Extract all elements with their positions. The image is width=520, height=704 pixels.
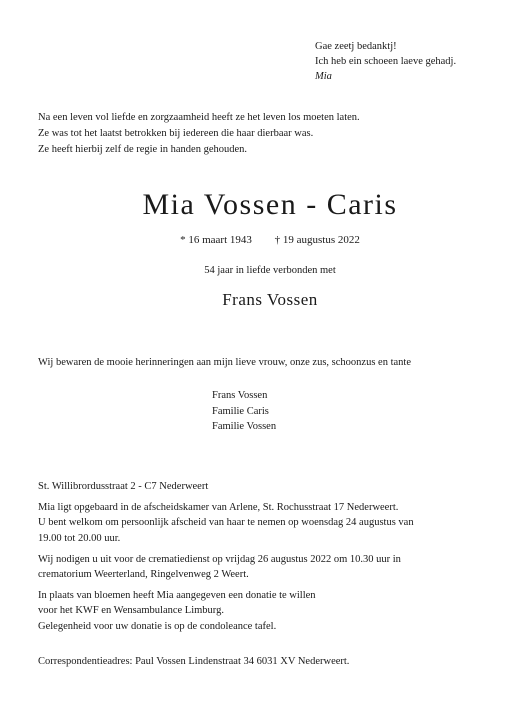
practical-info bbox=[38, 479, 488, 640]
family-member: Frans Vossen bbox=[212, 390, 268, 401]
married-line: 54 jaar in liefde verbonden met bbox=[204, 265, 336, 276]
service-paragraph bbox=[38, 552, 488, 582]
donation-paragraph bbox=[38, 588, 488, 634]
deceased-name: Mia Vossen - Caris bbox=[142, 188, 398, 221]
birth-date: * 16 maart 1943 bbox=[180, 234, 252, 246]
death-date: † 19 augustus 2022 bbox=[274, 234, 360, 246]
viewing-line: Mia ligt opgebaard in de afscheidskamer van Arlene, St. Rochusstraat 17 Nederweert. bbox=[38, 502, 399, 514]
intro-line: Ze heeft hierbij zelf de regie in handen gehouden. bbox=[38, 144, 248, 155]
quote-signature: Mia bbox=[315, 71, 332, 82]
quote-line: Ich heb ein schoeen laeve gehadj. bbox=[315, 56, 457, 67]
intro-text bbox=[38, 110, 360, 158]
donation-line: In plaats van bloemen heeft Mia aangegeven een donatie te willen bbox=[38, 590, 316, 602]
intro-line: Na een leven vol liefde en zorgzaamheid heeft ze het leven los moeten laten. bbox=[38, 112, 360, 123]
address-paragraph bbox=[38, 479, 488, 494]
family-list bbox=[212, 388, 276, 435]
service-line: Wij nodigen u uit voor de crematiedienst op vrijdag 26 augustus 2022 om 10.30 uur in bbox=[38, 553, 401, 565]
service-line: crematorium Weerterland, Ringelvenweg 2 Weert. bbox=[38, 569, 249, 581]
viewing-paragraph bbox=[38, 500, 488, 546]
correspondence-address: Correspondentieadres: Paul Vossen Lindenstraat 34 6031 XV Nederweert. bbox=[38, 656, 350, 667]
address-line: St. Willibrordusstraat 2 - C7 Nederweert bbox=[38, 481, 209, 492]
partner-name: Frans Vossen bbox=[222, 290, 318, 309]
quote-line: Gae zeetj bedanktj! bbox=[315, 41, 397, 52]
intro-line: Ze was tot het laatst betrokken bij iedereen die haar dierbaar was. bbox=[38, 128, 314, 139]
donation-line: voor het KWF en Wensambulance Limburg. bbox=[38, 605, 224, 617]
family-member: Familie Caris bbox=[212, 405, 269, 417]
family-member: Familie Vossen bbox=[212, 421, 277, 432]
viewing-line: 19.00 tot 20.00 uur. bbox=[38, 532, 121, 544]
life-dates bbox=[0, 234, 520, 246]
donation-line: Gelegenheid voor uw donatie is op de condoleance tafel. bbox=[38, 620, 277, 632]
quote-block bbox=[315, 39, 456, 84]
viewing-line: U bent welkom om persoonlijk afscheid van haar te nemen op woensdag 24 augustus van bbox=[38, 517, 414, 529]
remember-line: Wij bewaren de mooie herinneringen aan mijn lieve vrouw, onze zus, schoonzus en tante bbox=[38, 357, 411, 368]
